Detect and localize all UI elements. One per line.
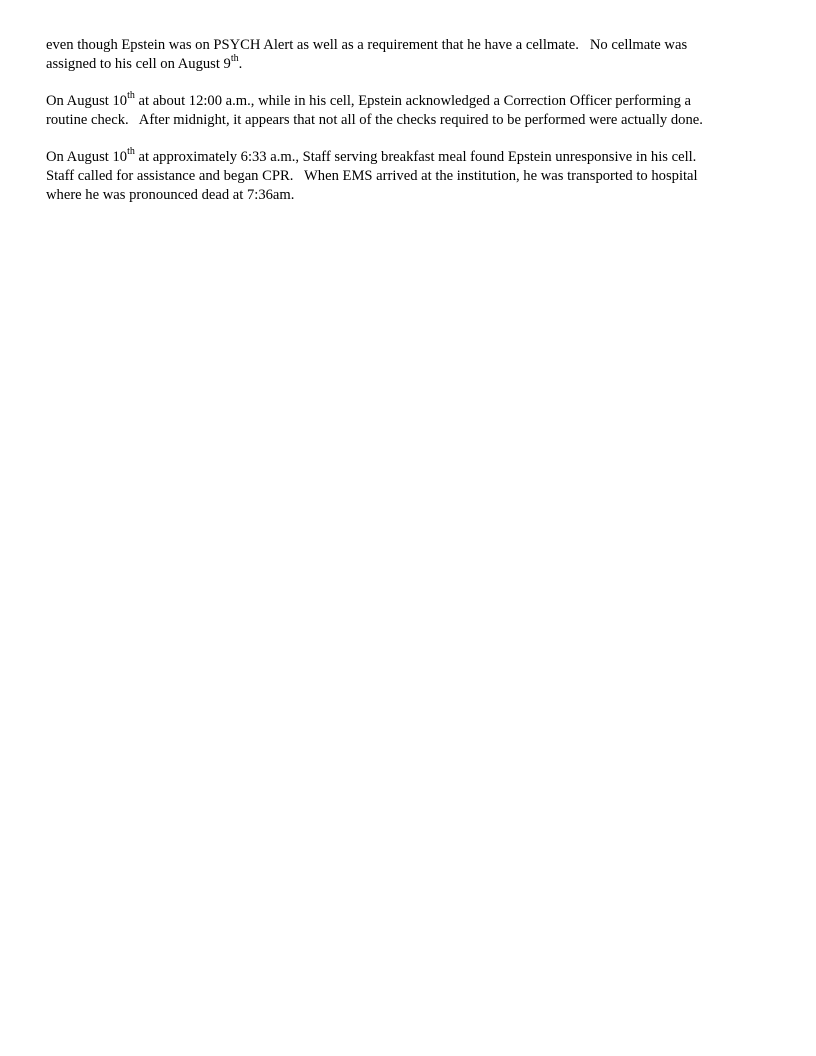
paragraph-routine-check <box>46 92 776 130</box>
text-segment: at approximately 6:33 a.m., Staff serving breakfast meal found Epstein unresponsive in his cell. <box>134 149 697 165</box>
ordinal-suffix: th <box>127 90 135 102</box>
text-line <box>46 36 776 55</box>
text-segment: On August 10 <box>46 93 128 109</box>
text-segment: routine check. After midnight, it appears that not all of the checks required to be performed were actually done. <box>46 112 703 128</box>
text-line <box>46 186 776 205</box>
text-line <box>46 55 776 74</box>
paragraph-found-unresponsive <box>46 148 776 205</box>
text-line <box>46 111 776 130</box>
paragraph-cellmate <box>46 36 776 74</box>
document-page <box>46 36 776 205</box>
ordinal-suffix: th <box>127 146 135 158</box>
text-line <box>46 148 776 167</box>
text-line <box>46 92 776 111</box>
text-segment: where he was pronounced dead at 7:36am. <box>46 187 295 203</box>
text-line <box>46 167 776 186</box>
text-segment: even though Epstein was on PSYCH Alert as well as a requirement that he have a cellmate. No cellmate was <box>46 37 688 53</box>
text-segment: assigned to his cell on August 9 <box>46 56 231 72</box>
ordinal-suffix: th <box>230 53 239 65</box>
text-segment: at about 12:00 a.m., while in his cell, Epstein acknowledged a Correction Officer performing a <box>134 93 692 109</box>
text-segment: On August 10 <box>46 149 128 165</box>
text-segment: . <box>238 56 243 72</box>
text-segment: Staff called for assistance and began CPR. When EMS arrived at the institution, he was transported to hospital <box>46 168 698 184</box>
